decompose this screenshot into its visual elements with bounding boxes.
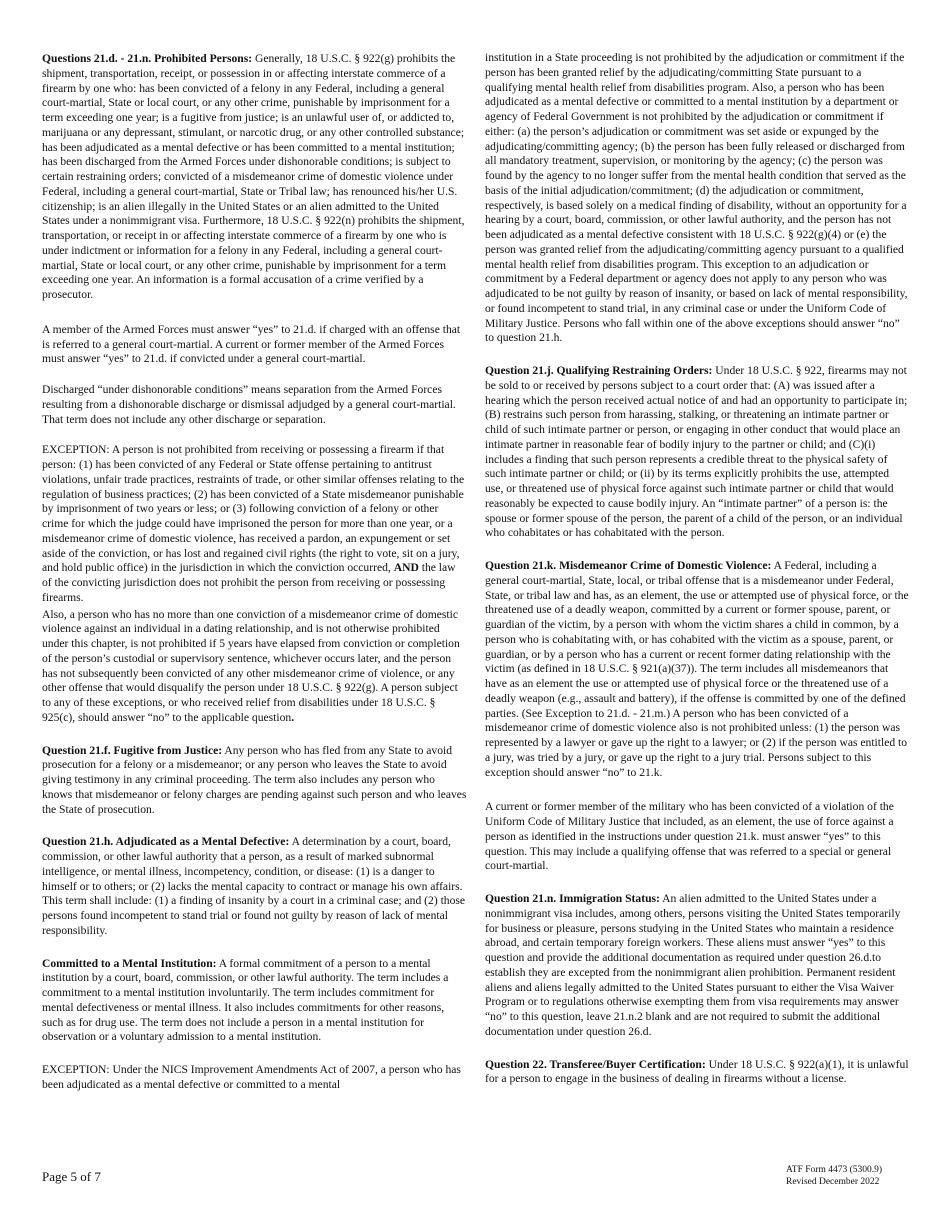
- q21n-heading: Question 21.n. Immigration Status:: [485, 892, 660, 905]
- q21d-heading: Questions 21.d. - 21.n. Prohibited Persons:: [42, 52, 253, 65]
- exception2-paragraph: [42, 1063, 467, 1093]
- q21h-heading: Question 21.h. Adjudicated as a Mental Defective:: [42, 835, 290, 849]
- q21n-paragraph: [485, 892, 910, 1040]
- committed-paragraph: [42, 957, 467, 1046]
- military-paragraph: A current or former member of the military who has been convicted of a violation of the Uniform Code of Military Justice that included, as an element, the use of force against a person as identified in the instructions under question 21.k. must answer “yes” to this question. This may include a qualifying offense that was referred to a special or general court-martial.: [485, 800, 894, 873]
- q21d-paragraph: [42, 52, 467, 303]
- q21n-text: An alien admitted to the United States under a nonimmigrant visa includes, among others, persons visiting the United States temporarily for business or pleasure, persons studying in the United States who maintain a residence abroad, and certain temporary foreign workers. These aliens must answer “yes” to this question and provide the additional documentation as required under question 26.d.to establish they are excepted from the nonimmigrant alien prohibition. Permanent resident aliens and aliens legally admitted to the United States pursuant to either the Visa Waiver Program or to regulations otherwise exempting them from visa requirements may answer “no” to this question, leave 21.n.2 blank and are not required to submit the additional documentation under question 26.d.: [485, 892, 901, 1038]
- q21k-paragraph: [485, 559, 910, 780]
- page-number: Page 5 of 7: [42, 1169, 101, 1184]
- q21k-heading: Question 21.k. Misdemeanor Crime of Domestic Violence:: [485, 559, 772, 572]
- exception2-heading: EXCEPTION:: [42, 1063, 110, 1076]
- q21f-text: Any person who has fled from any State to avoid prosecution for a felony or a misdemeanor; or any person who leaves the State to avoid giving testimony in any criminal proceeding. The term also includes any person who knows that misdemeanor or felony charges are pending against such person and who leaves the State of prosecution.: [42, 743, 467, 816]
- form-id: [786, 1164, 882, 1188]
- form-number: ATF Form 4473 (5300.9): [786, 1165, 883, 1175]
- q21f-heading: Question 21.f. Fugitive from Justice:: [42, 743, 223, 757]
- q22-heading: Question 22. Transferee/Buyer Certification:: [485, 1057, 706, 1071]
- q21j-paragraph: [485, 364, 910, 541]
- also-period: .: [291, 710, 295, 724]
- committed-text: A formal commitment of a person to a mental institution by a court, board, commission, or other lawful authority. The term includes a commitment to a mental institution involuntarily. The term includes commitment for mental defectiveness or mental illness. It also includes commitments for other reasons, such as for drug use. The term does not include a person in a mental institution for observation or a voluntary admission to a mental institution.: [42, 956, 449, 1044]
- q22-text: Under 18 U.S.C. § 922(a)(1), it is unlawful for a person to engage in the business of dealing in firearms without a license.: [485, 1057, 909, 1086]
- exception1-and: AND: [393, 561, 419, 575]
- q21d-text: Generally, 18 U.S.C. § 922(g) prohibits the shipment, transportation, receipt, or possession in or affecting interstate commerce of a firearm by one who: has been convicted of a felony in any Federal, including a general court-martial, State or local court, or any other crime, punishable by imprisonment for a term exceeding one year; is a fugitive from justice; is an unlawful user of, or addicted to, marijuana or any depressant, stimulant, or narcotic drug, or any other controlled substance; has been adjudicated as a mental defective or has been committed to a mental institution; has been discharged from the Armed Forces under dishonorable conditions; is subject to certain restraining orders; convicted of a misdemeanor crime of domestic violence under Federal, including a general court-martial, State or Tribal law; has renounced his/her U.S. citizenship; is an alien illegally in the United States or an alien admitted to the United States under a nonimmigrant visa. Furthermore, 18 U.S.C. § 922(n) prohibits the shipment, transportation, or receipt in or affecting interstate commerce of a firearm by one who is under indictment or information for a felony in any Federal, including a general court-martial, State or local court, or any other crime, punishable by imprisonment for a term exceeding one year. An information is a formal accusation of a crime verified by a prosecutor.: [42, 52, 465, 301]
- exception2-text: Under the NICS Improvement Amendments Act of 2007, a person who has been adjudicated as a mental defective or committed to a mental: [42, 1063, 461, 1091]
- q21k-text: A Federal, including a general court-martial, State, local, or tribal offense that is a misdemeanor under Federal, State, or tribal law and has, as an element, the use or attempted use of physical force, or the threatened use of a deadly weapon, committed by a current or former spouse, parent, or guardian of the victim, by a person with whom the victim shares a child in common, by a person who is cohabitating with, or has cohabited with the victim as a spouse, parent, or guardian, or by a person who has a current or recent former dating relationship with the victim (as defined in 18 U.S.C. § 921(a)(37)). The term includes all misdemeanors that have as an element the use or attempted use of physical force or the threatened use of a deadly weapon (e.g., assault and battery), if the offense is committed by one of the defined parties. (See Exception to 21.d. - 21.m.) A person who has been convicted of a misdemeanor crime of domestic violence also is not prohibited unless: (1) the person was represented by a lawyer or gave up the right to a lawyer; or (2) if the person was entitled to a jury, was tried by a jury, or gave up the right to a jury trial. Persons subject to this exception should answer “no” to 21.k.: [485, 559, 909, 779]
- left-column: [42, 52, 467, 1105]
- committed-heading: Committed to a Mental Institution:: [42, 956, 217, 970]
- exception1-tail: the law of the convicting jurisdiction does not prohibit the person from receiving or possessing firearms.: [42, 561, 456, 604]
- also-paragraph: [42, 608, 467, 726]
- discharged-paragraph: Discharged “under dishonorable conditions” means separation from the Armed Forces resulting from a dishonorable discharge or dismissal adjudged by a general court-martial. That term does not include any other discharge or separation.: [42, 383, 456, 426]
- revision-date: Revised December 2022: [786, 1177, 880, 1187]
- exception1-heading: EXCEPTION:: [42, 443, 110, 457]
- armed-forces-paragraph: A member of the Armed Forces must answer “yes” to 21.d. if charged with an offense that is referred to a general court-martial. A current or former member of the Armed Forces must answer “yes” to 21.d. if convicted under a general court-martial.: [42, 322, 461, 366]
- q21j-text: Under 18 U.S.C. § 922, firearms may not be sold to or received by persons subject to a court order that: (A) was issued after a hearing which the person received actual notice of and had an opportunity to participate in; (B) restrains such person from harassing, stalking, or threatening an intimate partner or child of such intimate partner or person, or engaging in other conduct that would place an intimate partner in reasonable fear of bodily injury to the partner or child; and (C)(i) includes a finding that such person represents a credible threat to the physical safety of such intimate partner or child; or (ii) by its terms explicitly prohibits the use, attempted use, or threatened use of physical force against such intimate partner or child that would reasonably be expected to cause bodily injury. An “intimate partner” of a person is: the spouse or former spouse of the person, the parent of a child of the person, or an individual who cohabitates or has cohabitated with the person.: [485, 364, 908, 540]
- q21f-paragraph: [42, 744, 467, 818]
- q22-paragraph: [485, 1058, 910, 1088]
- q21j-heading: Question 21.j. Qualifying Restraining Orders:: [485, 364, 713, 377]
- right-column: [485, 52, 910, 1100]
- exception1-text: A person is not prohibited from receiving or possessing a firearm if that person: (1) has been convicted of any Federal or State offense pertaining to antitrust violations, unfair trade practices, restraints of trade, or other similar offenses relating to the regulation of business practices; (2) has been convicted of a State misdemeanor punishable by imprisonment of two years or less; or (3) following conviction of a felony or other crime for which the judge could have imprisoned the person for more than one year, or a misdemeanor crime of domestic violence, has received a pardon, an expungement or set aside of the conviction, or has lost and regained civil rights (the right to vote, sit on a jury, and hold public office) in the jurisdiction in which the conviction occurred,: [42, 443, 465, 575]
- q21h-text: A determination by a court, board, commission, or other lawful authority that a person, as a result of marked subnormal intelligence, or mental illness, incompetency, condition, or disease: (1) is a danger to himself or to others; or (2) lacks the mental capacity to contract or manage his own affairs. This term shall include: (1) a finding of insanity by a court in a criminal case; and (2) those persons found incompetent to stand trial or found not guilty by reason of lack of mental responsibility.: [42, 835, 466, 937]
- q21h-paragraph: [42, 835, 467, 938]
- also-text: Also, a person who has no more than one conviction of a misdemeanor crime of domestic violence against an individual in a dating relationship, and is not otherwise prohibited under this chapter, is not prohibited if 5 years have elapsed from conviction or completion of the person’s custodial or supervisory sentence, whichever occurs later, and the person has not subsequently been convicted of any other misdemeanor crime of violence, or any other offense that would disqualify the person under 18 U.S.C. § 922(g). A person subject to any of these exceptions, or who received relief from disabilities under 18 U.S.C. § 925(c), should answer “no” to the applicable question: [42, 607, 460, 724]
- exception1-paragraph: [42, 443, 467, 605]
- mental-exception-continued: institution in a State proceeding is not prohibited by the adjudication or commitment if the person has been granted relief by the adjudicating/committing State pursuant to a qualifying mental health relief from disabilities program. Also, a person who has been adjudicated as a mental defective or committed to a mental institution by a department or agency of Federal Government is not prohibited by the adjudication or commitment if either: (a) the person’s adjudication or commitment was set aside or expunged by the adjudicating/committing agency; (b) the person has been fully released or discharged from all mandatory treatment, supervision, or monitoring by the agency; (c) the person was found by the agency to no longer suffer from the mental health condition that served as the basis of the initial adjudication/commitment; (d) the adjudication or commitment, respectively, is based solely on a medical finding of disability, without an opportunity for a hearing by a court, board, commission, or other lawful authority, and the person has not been adjudicated as a mental defective consistent with 18 U.S.C. § 922(g)(4) or (e) the person was granted relief from the adjudicating/committing agency pursuant to a qualified mental health relief from disabilities program. This exception to an adjudication or commitment by a Federal department or agency does not apply to any person who was adjudicated to be not guilty by reason of insanity, or based on lack of mental responsibility, or found incompetent to stand trial, in any criminal case or under the Uniform Code of Military Justice. Persons who fall within one of the above exceptions should answer “no” to question 21.h.: [485, 51, 908, 345]
